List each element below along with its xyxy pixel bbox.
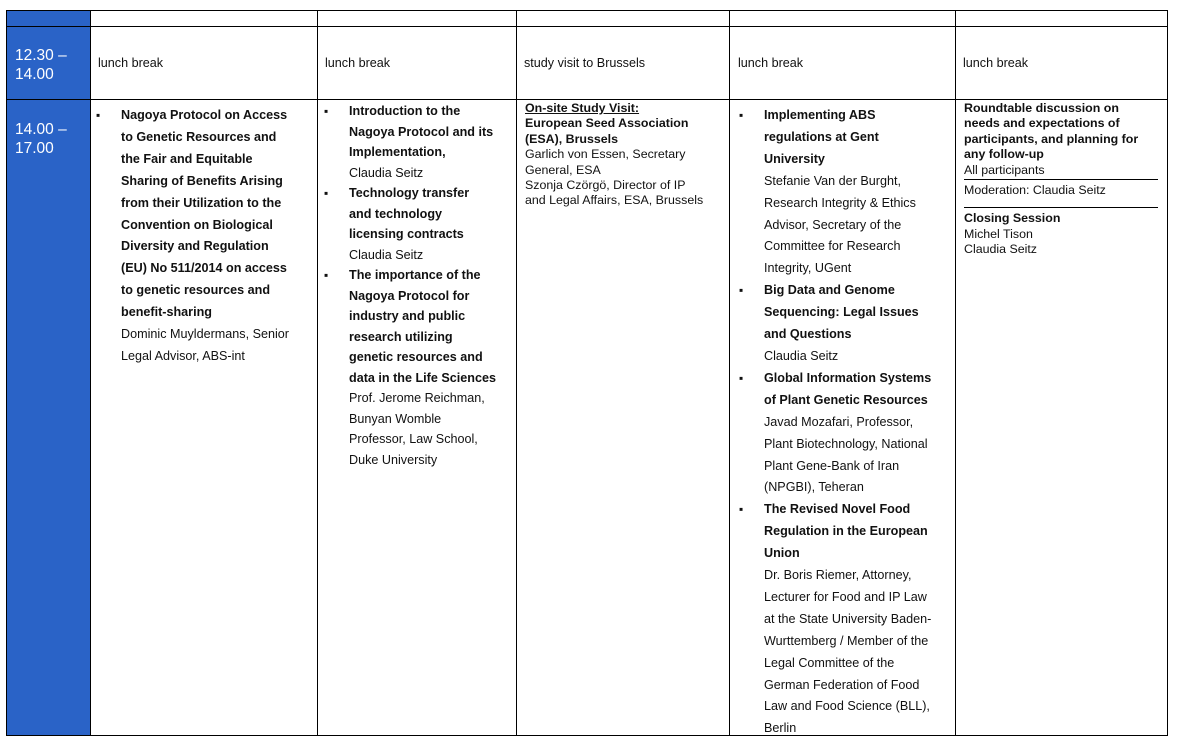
session-item (739, 280, 953, 368)
time-column (6, 10, 90, 736)
study-visit-person-line: Szonja Czörgö, Director of IP (525, 178, 686, 193)
session-column-3 (525, 101, 727, 209)
table-border-top (6, 10, 1168, 11)
session-speaker-line: Claudia Seitz (349, 247, 424, 262)
session-title-line: Nagoya Protocol and its (349, 124, 494, 139)
session-title-line: ▪ Implementing ABS (764, 108, 876, 122)
session-title-line: and technology (349, 206, 443, 221)
session-title-line: ▪ Nagoya Protocol on Access (121, 108, 288, 122)
session-speaker-line: Committee for Research (764, 239, 901, 254)
session-speaker-line: Javad Mozafari, Professor, (764, 414, 914, 429)
column-divider (516, 10, 517, 736)
session-title-line: research utilizing (349, 329, 453, 344)
session-item (739, 368, 953, 499)
time-end: 14.00 (15, 66, 54, 83)
row-divider (6, 99, 1168, 100)
session-item (739, 105, 953, 280)
session-title-line: Convention on Biological (121, 217, 273, 232)
session-title-line: to genetic resources and (121, 283, 271, 298)
session-title-line: Nagoya Protocol for (349, 288, 470, 303)
session-title-line: ▪ Introduction to the (349, 104, 461, 118)
session-speaker-line: Law and Food Science (BLL), (764, 699, 930, 714)
study-visit-person-line: and Legal Affairs, ESA, Brussels (525, 193, 704, 208)
study-visit-org-line: (ESA), Brussels (525, 131, 618, 146)
session-speaker-line: German Federation of Food (764, 677, 920, 692)
session-speaker-line: Plant Gene-Bank of Iran (764, 458, 900, 473)
session-title-line: Union (764, 546, 800, 561)
session-title-line: Implementation, (349, 145, 446, 159)
session-speaker-line: Plant Biotechnology, National (764, 436, 928, 451)
session-title-line: and Questions (764, 327, 852, 342)
session-speaker-line: Advisor, Secretary of the (764, 217, 902, 232)
session-title-line: ▪ Technology transfer (349, 186, 470, 200)
session-title-line: industry and public (349, 309, 466, 323)
session-item (324, 265, 514, 470)
session-speaker-line: Integrity, UGent (764, 261, 852, 276)
session-title-line: of Plant Genetic Resources (764, 392, 928, 407)
column-divider (317, 10, 318, 736)
roundtable-participants: All participants (964, 162, 1045, 177)
lunch-cell-3: study visit to Brussels (524, 56, 646, 70)
session-title-line: regulations at Gent (764, 129, 879, 144)
session-speaker-line: Claudia Seitz (764, 348, 839, 363)
session-title-line: Sharing of Benefits Arising (121, 173, 283, 188)
session-title-line: University (764, 151, 825, 166)
session-speaker-line: Prof. Jerome Reichman, (349, 391, 485, 405)
roundtable-title-line: Roundtable discussion on (964, 101, 1119, 115)
session-title-line: Diversity and Regulation (121, 239, 269, 254)
session-title-line: data in the Life Sciences (349, 370, 496, 385)
table-border-bottom (6, 735, 1168, 736)
session-title-line: ▪ Big Data and Genome (764, 283, 895, 298)
column-divider (6, 10, 7, 736)
session-speaker-line: Berlin (764, 721, 797, 736)
session-title-line: from their Utilization to the (121, 195, 282, 210)
session-speaker-line: Professor, Law School, (349, 432, 478, 446)
time-end: 17.00 (15, 140, 54, 157)
lunch-cell-1: lunch break (98, 56, 164, 70)
divider (964, 179, 1158, 180)
roundtable-title-line: any follow-up (964, 147, 1044, 162)
time-slot-afternoon (15, 120, 67, 158)
column-divider (90, 10, 91, 736)
session-title-line: (EU) No 511/2014 on access (121, 261, 287, 276)
session-title-line: benefit-sharing (121, 305, 212, 320)
session-column-2 (324, 101, 514, 470)
session-item (96, 105, 312, 368)
divider (964, 207, 1158, 208)
session-title-line: the Fair and Equitable (121, 151, 253, 166)
session-speaker-line: (NPGBI), Teheran (764, 480, 864, 495)
study-visit-person-line: General, ESA (525, 162, 601, 177)
closing-session-person: Claudia Seitz (964, 242, 1038, 257)
session-speaker-line: Bunyan Womble (349, 411, 442, 426)
closing-session-person: Michel Tison (964, 226, 1033, 241)
session-speaker-line: Claudia Seitz (349, 165, 424, 180)
schedule-table (6, 10, 1168, 736)
session-title-line: ▪ The Revised Novel Food (764, 502, 911, 517)
session-speaker-line: Duke University (349, 452, 438, 467)
session-title-line: ▪ Global Information Systems (764, 370, 932, 385)
session-column-5 (964, 101, 1164, 258)
session-item (324, 101, 514, 183)
column-divider (955, 10, 956, 736)
session-list (96, 105, 312, 368)
roundtable-title-line: needs and expectations of (964, 116, 1120, 131)
session-list (739, 105, 953, 740)
time-start: 14.00 – (15, 121, 67, 138)
study-visit-person-line: Garlich von Essen, Secretary (525, 147, 686, 162)
session-speaker-line: Wurttemberg / Member of the (764, 633, 929, 648)
column-divider (729, 10, 730, 736)
session-title-line: Regulation in the European (764, 524, 928, 539)
session-title-line: to Genetic Resources and (121, 129, 277, 144)
study-visit-heading: On-site Study Visit: (525, 101, 640, 115)
roundtable-title-line: participants, and planning for (964, 131, 1139, 146)
time-start: 12.30 – (15, 47, 67, 64)
lunch-cell-5: lunch break (963, 56, 1029, 70)
lunch-cell-4: lunch break (738, 56, 804, 70)
session-speaker-line: Dr. Boris Riemer, Attorney, (764, 568, 912, 583)
session-title-line: ▪ The importance of the (349, 268, 481, 282)
moderation: Moderation: Claudia Seitz (964, 183, 1106, 198)
session-speaker-line: Lecturer for Food and IP Law (764, 589, 927, 604)
session-list (324, 101, 514, 470)
session-title-line: genetic resources and (349, 350, 483, 364)
session-speaker-line: Stefanie Van der Burght, (764, 173, 901, 188)
lunch-cell-2: lunch break (325, 56, 391, 70)
closing-session-title: Closing Session (964, 211, 1061, 226)
column-divider (1167, 10, 1168, 736)
time-slot-lunch (15, 46, 67, 84)
session-speaker-line: at the State University Baden- (764, 611, 932, 626)
row-divider (6, 26, 1168, 27)
session-item (324, 183, 514, 265)
session-title-line: Sequencing: Legal Issues (764, 305, 919, 320)
session-speaker-line: Research Integrity & Ethics (764, 195, 916, 210)
session-column-4 (739, 105, 953, 740)
session-speaker-line: Dominic Muyldermans, Senior (121, 327, 289, 342)
session-item (739, 499, 953, 740)
study-visit-org-line: European Seed Association (525, 116, 689, 131)
session-speaker-line: Legal Advisor, ABS-int (121, 348, 245, 363)
session-column-1 (96, 105, 312, 368)
session-speaker-line: Legal Committee of the (764, 655, 895, 670)
session-title-line: licensing contracts (349, 227, 464, 241)
